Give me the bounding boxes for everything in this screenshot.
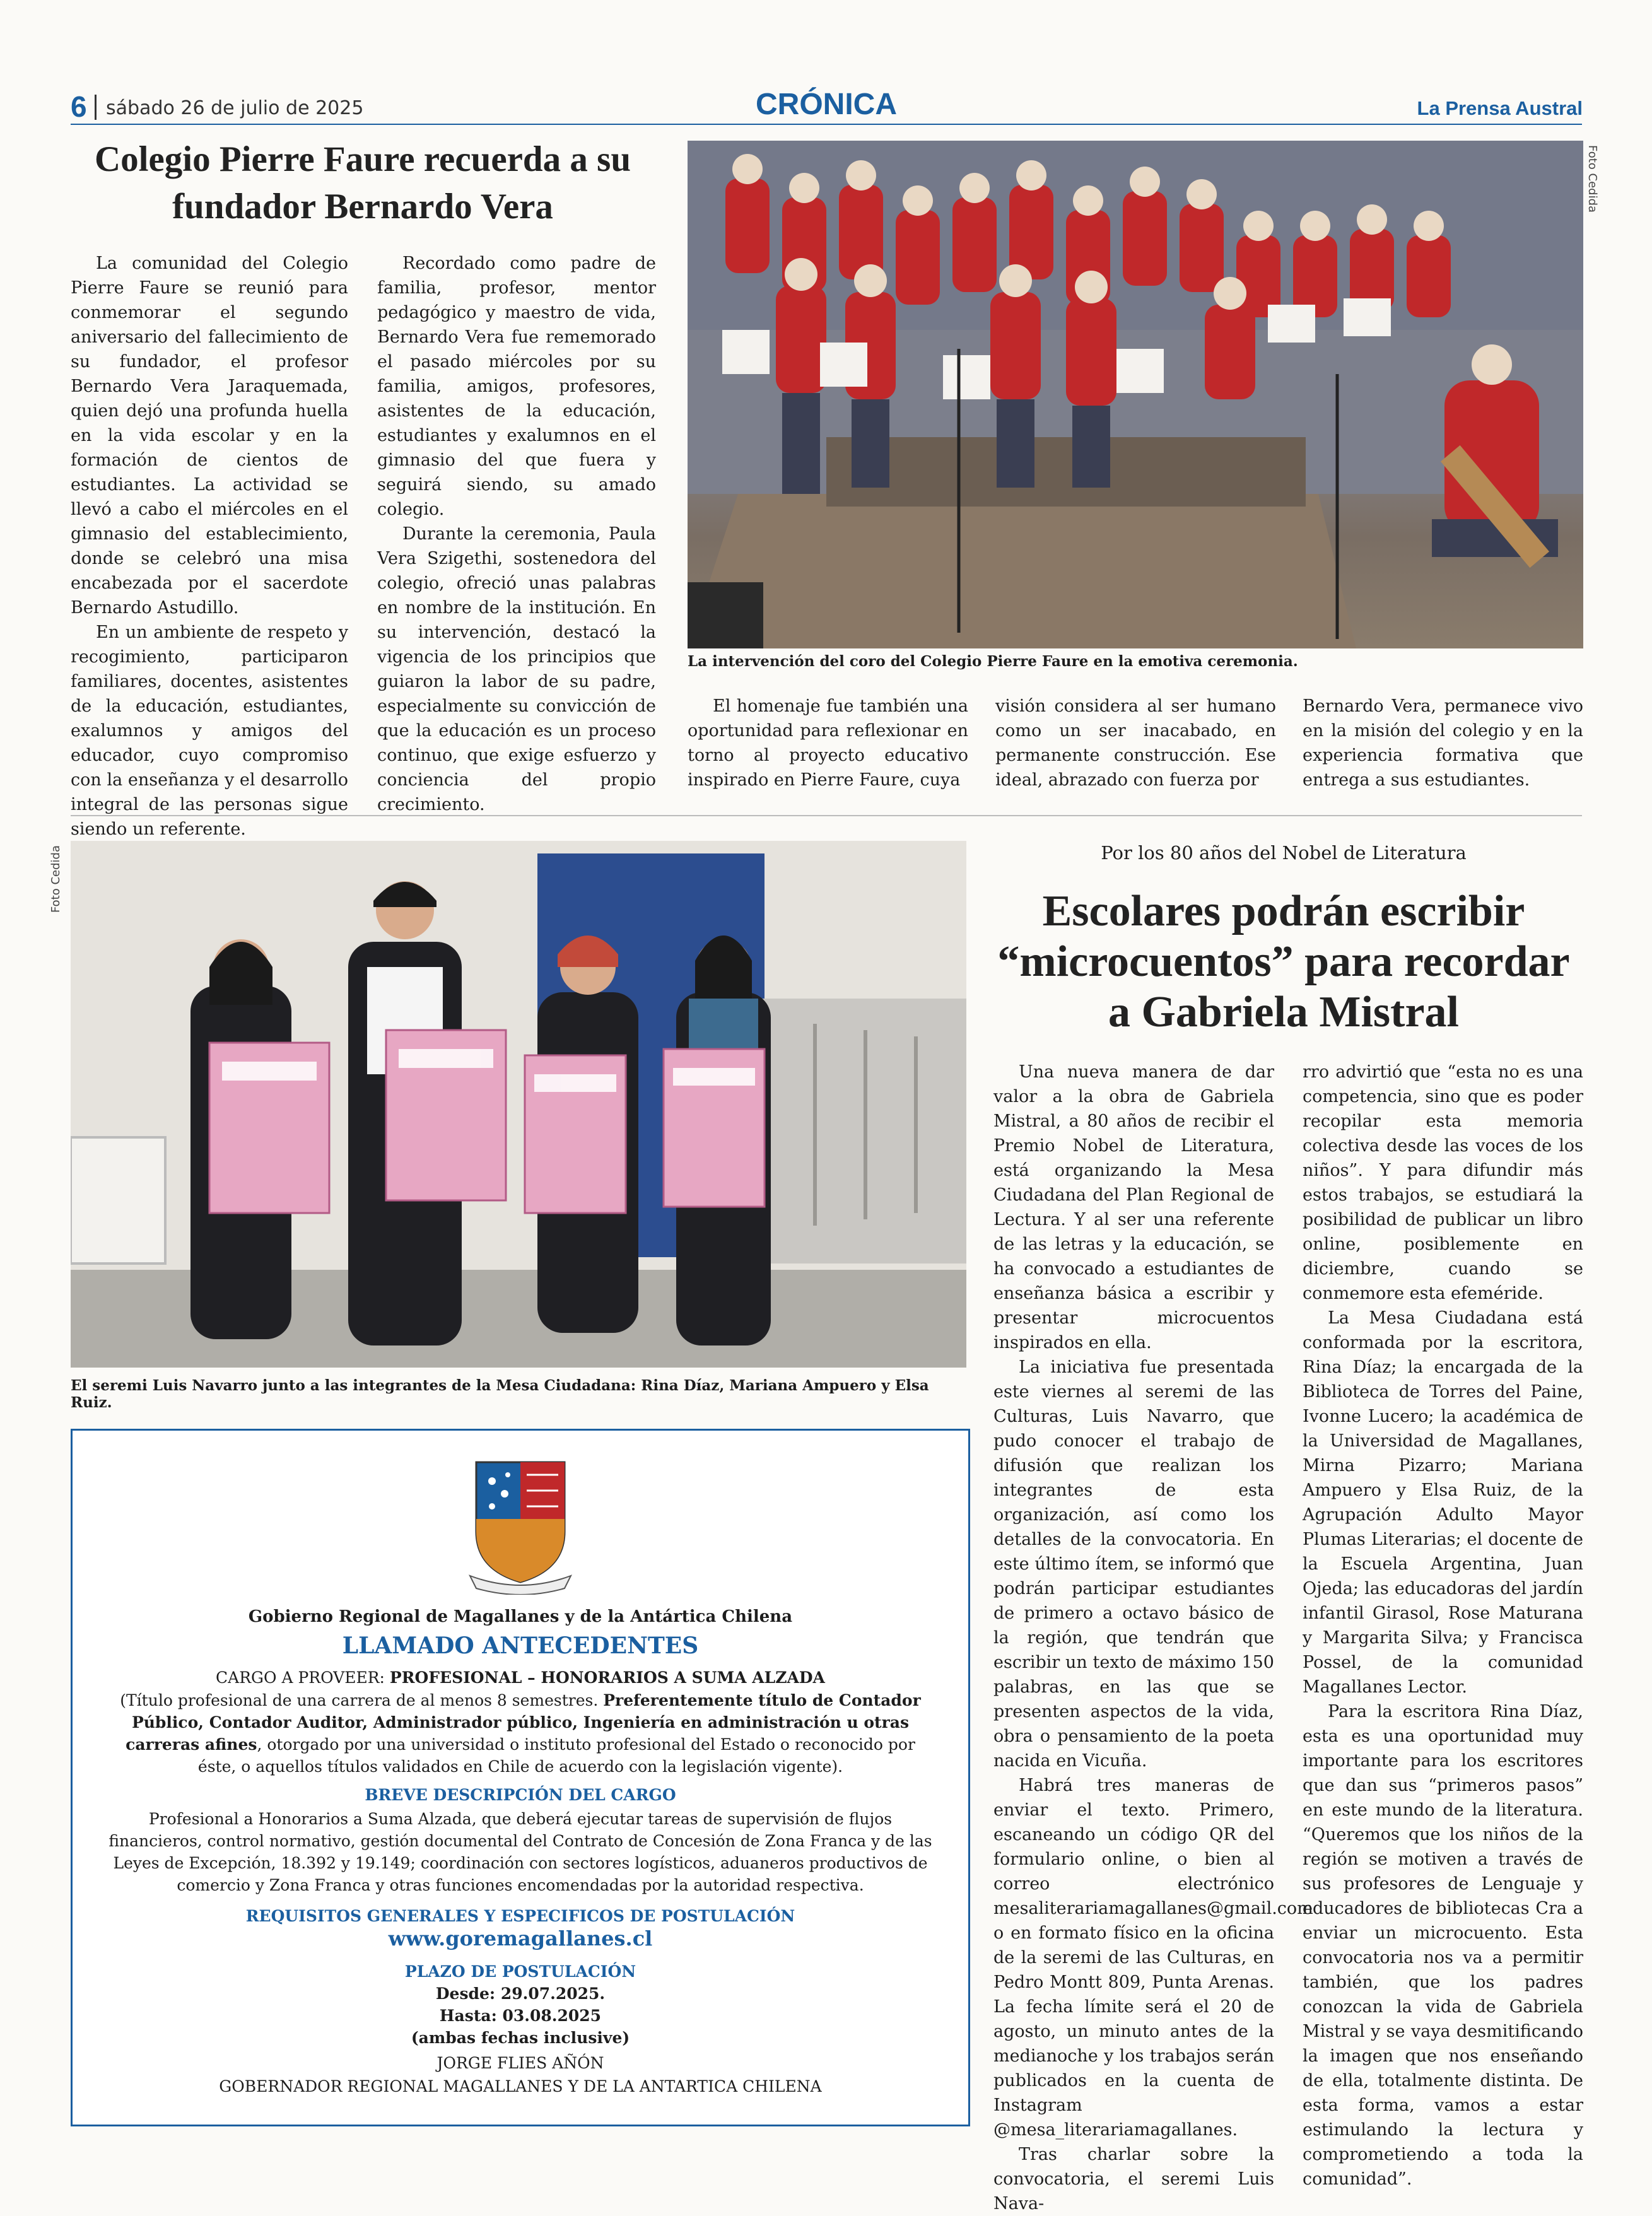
article1-photo-caption: La intervención del coro del Colegio Pierre Faure en la emotiva ceremonia. xyxy=(688,653,1298,670)
req-text-1: (Título profesional de una carrera de al menos 8 semestres. xyxy=(120,1691,604,1709)
mesa-ciudadana-photo xyxy=(71,841,966,1368)
choir-photo xyxy=(688,141,1583,648)
paragraph: El homenaje fue también una oportunidad para reflexionar en torno al proyecto educativo inspirado en Pierre Faure, cuya xyxy=(688,696,968,790)
article2-column-2 xyxy=(1303,1060,1583,2191)
notice-requirements-text xyxy=(117,1689,924,1778)
notice-description-title: BREVE DESCRIPCIÓN DEL CARGO xyxy=(365,1786,676,1804)
paragraph: Bernardo Vera, permanece vivo en la misión del colegio y en la experiencia formativa que entrega a sus estudiantes. xyxy=(1303,696,1583,790)
article2-headline: Escolares podrán escribir “microcuentos” para recordar a Gabriela Mistral xyxy=(997,887,1570,1036)
paragraph: La Mesa Ciudadana está conformada por la escritora, Rina Díaz; la encargada de la Biblioteca de Torres del Paine, Ivonne Lucero; la académica de la Universidad de Magallanes, Mirna Pizarro; Mariana Ampuero y Elsa Ruiz, de la Agrupación Adulto Mayor Plumas Literarias; el docente de la Escuela Argentina, Juan Ojeda; las educadoras del jardín infantil Girasol, Rose Maturana y Margarita Silva; y Francisca Possel, de la comunidad Magallanes Lector. xyxy=(1303,1308,1583,1697)
paragraph: rro advirtió que “esta no es una competencia, sino que es poder recopilar esta memoria colectiva desde las voces de los niños”. Y para difundir más estos trabajos, se estudiará la posibilidad de publicar un libro online, posiblemente en diciembre, cuando se conmemore esta efeméride. xyxy=(1303,1062,1583,1303)
notice-organization: Gobierno Regional de Magallanes y de la Antártica Chilena xyxy=(248,1607,793,1626)
choir-illustration xyxy=(688,141,1583,648)
section-title: CRÓNICA xyxy=(756,88,897,121)
notice-requisitos-title: REQUISITOS GENERALES Y ESPECIFICOS DE POSTULACIÓN xyxy=(245,1907,795,1925)
paragraph: visión considera al ser humano como un ser inacabado, en permanente construcción. Ese ideal, abrazado con fuerza por xyxy=(995,696,1276,790)
article2-kicker: Por los 80 años del Nobel de Literatura xyxy=(1101,842,1467,864)
article2-photo-caption: El seremi Luis Navarro junto a las integrantes de la Mesa Ciudadana: Rina Díaz, Mariana Ampuero y Elsa Ruiz. xyxy=(71,1377,929,1411)
paragraph: Para la escritora Rina Díaz, esta es una oportunidad muy importante para los escritores que dan sus “primeros pasos” en este mundo de la literatura. “Queremos que los niños de la región se motiven a través de sus profesores de Lenguaje y educadores de bibliotecas Cra a enviar un microcuento. Esta convocatoria nos va a permitir también, que los padres conozcan la vida de Gabriela Mistral y se vaya desmitificando la imagen que nos enseñando de ella, totalmente distinta. De esta forma, vamos a estar estimulando la lectura y comprometiendo a toda la comunidad”. xyxy=(1303,1702,1583,2189)
government-notice xyxy=(71,1429,970,2126)
group-illustration xyxy=(71,841,966,1368)
notice-signer-title: GOBERNADOR REGIONAL MAGALLANES Y DE LA ANTARTICA CHILENA xyxy=(219,2077,822,2096)
paragraph: La comunidad del Colegio Pierre Faure se reunió para conmemorar el segundo aniversario del fallecimiento de su fundador, el profesor Bernardo Vera Jaraquemada, quien dejó una profunda huella en la vida escolar y en la formación de cientos de estudiantes. La actividad se llevó a cabo el miércoles en el gimnasio del establecimiento, donde se celebró una misa encabezada por el sacerdote Bernardo Astudillo. xyxy=(71,254,348,618)
article2-photo-credit: Foto Cedida xyxy=(49,845,62,913)
notice-desde: Desde: 29.07.2025. xyxy=(435,1984,606,2003)
header-rule xyxy=(71,124,1582,125)
notice-signer: JORGE FLIES AÑÓN xyxy=(436,2054,604,2072)
header-separator xyxy=(95,95,97,120)
paragraph: Tras charlar sobre la convocatoria, el seremi Luis Nava- xyxy=(993,2145,1274,2213)
article1-column-4 xyxy=(995,694,1276,792)
article2-column-1 xyxy=(993,1060,1313,2216)
notice-cargo xyxy=(73,1667,968,1689)
paragraph: En un ambiente de respeto y recogimiento, participaron familiares, docentes, asistentes de la educación, estudiantes, exalumnos y amigos del educador, cuyo compromiso con la enseñanza y el desarrollo integral de las personas sigue siendo un referente. xyxy=(71,623,348,839)
article1-headline: Colegio Pierre Faure recuerda a su fundador Bernardo Vera xyxy=(94,139,631,226)
notice-plazo-title: PLAZO DE POSTULACIÓN xyxy=(404,1962,636,1981)
notice-title: LLAMADO ANTECEDENTES xyxy=(342,1633,699,1659)
paragraph: Recordado como padre de familia, profesor, mentor pedagógico y maestro de vida, Bernardo Vera fue rememorado el pasado miércoles por su familia, amigos, profesores, asistentes de la educación, estudiantes y exalumnos en el gimnasio del que fuera y seguirá siendo, su amado colegio. xyxy=(377,254,656,519)
regional-coat-of-arms-icon xyxy=(464,1456,577,1595)
paragraph: Habrá tres maneras de enviar el texto. Primero, escaneando un código QR del formulario online, o bien al correo electrónico mesaliterariamagallanes@gmail.com o en formato físico en la oficina de la seremi de las Culturas, en Pedro Montt 809, Punta Arenas. La fecha límite será el 20 de agosto, un minuto antes de la medianoche y los trabajos serán publicados en la cuenta de Instagram @mesa_literariamagallanes. xyxy=(993,1776,1313,2140)
cargo-label: CARGO A PROVEER: xyxy=(216,1668,385,1687)
cargo-value: PROFESIONAL – HONORARIOS A SUMA ALZADA xyxy=(389,1668,825,1687)
paragraph: Una nueva manera de dar valor a la obra de Gabriela Mistral, a 80 años de recibir el Premio Nobel de Literatura, está organizando la Mesa Ciudadana del Plan Regional de Lectura. Y al ser una referente de las letras y la educación, se ha convocado a estudiantes de enseñanza básica a escribir y presentar microcuentos inspirados en ella. xyxy=(993,1062,1274,1352)
issue-date: sábado 26 de julio de 2025 xyxy=(106,97,364,119)
notice-ambas: (ambas fechas inclusive) xyxy=(411,2029,630,2047)
article1-column-5 xyxy=(1303,694,1583,792)
req-text-2: , otorgado por una universidad o instituto profesional del Estado o reconocido por éste, o aquellos títulos validados en Chile de acuerdo con la legislación vigente). xyxy=(197,1735,915,1776)
newspaper-name: La Prensa Austral xyxy=(1417,97,1583,119)
req-text-bold: Preferentemente título de Contador Público, Contador Auditor, Administrador público, Ingeniería en administración u otras carreras afines xyxy=(126,1691,921,1754)
notice-hasta: Hasta: 03.08.2025 xyxy=(439,2007,602,2025)
article1-column-1 xyxy=(71,251,348,841)
section-divider xyxy=(71,815,1582,816)
notice-website-link[interactable]: www.goremagallanes.cl xyxy=(388,1926,653,1950)
article1-column-3 xyxy=(688,694,968,792)
paragraph: La iniciativa fue presentada este viernes al seremi de las Culturas, Luis Navarro, que pudo conocer el trabajo de difusión que realizan los integrantes de esta organización, así como los detalles de la convocatoria. En este último ítem, se informó que podrán participar estudiantes de primero a octavo básico de la región, que tendrán que escribir un texto de máximo 150 palabras, en las que se presenten aspectos de la vida, obra o pensamiento de la poeta nacida en Vicuña. xyxy=(993,1357,1274,1771)
notice-description: Profesional a Honorarios a Suma Alzada, que deberá ejecutar tareas de supervisión de flujos financieros, control normativo, gestión documental del Contrato de Concesión de Zona Franca y de las Leyes de Excepción, 18.392 y 19.149; coordinación con sectores logísticos, aduaneros productivos de comercio y Zona Franca y otras funciones encomendadas por la autoridad respectiva. xyxy=(108,1810,932,1894)
page-number: 6 xyxy=(71,90,87,123)
article1-photo-credit: Foto Cedida xyxy=(1586,145,1599,213)
paragraph: Durante la ceremonia, Paula Vera Szigethi, sostenedora del colegio, ofreció unas palabras en nombre de la institución. En su intervención, destacó la vigencia de los principios que guiaron la labor de su padre, especialmente su convicción de que la educación es un proceso continuo, que exige esfuerzo y conciencia del propio crecimiento. xyxy=(377,524,656,814)
article1-column-2 xyxy=(377,251,656,817)
